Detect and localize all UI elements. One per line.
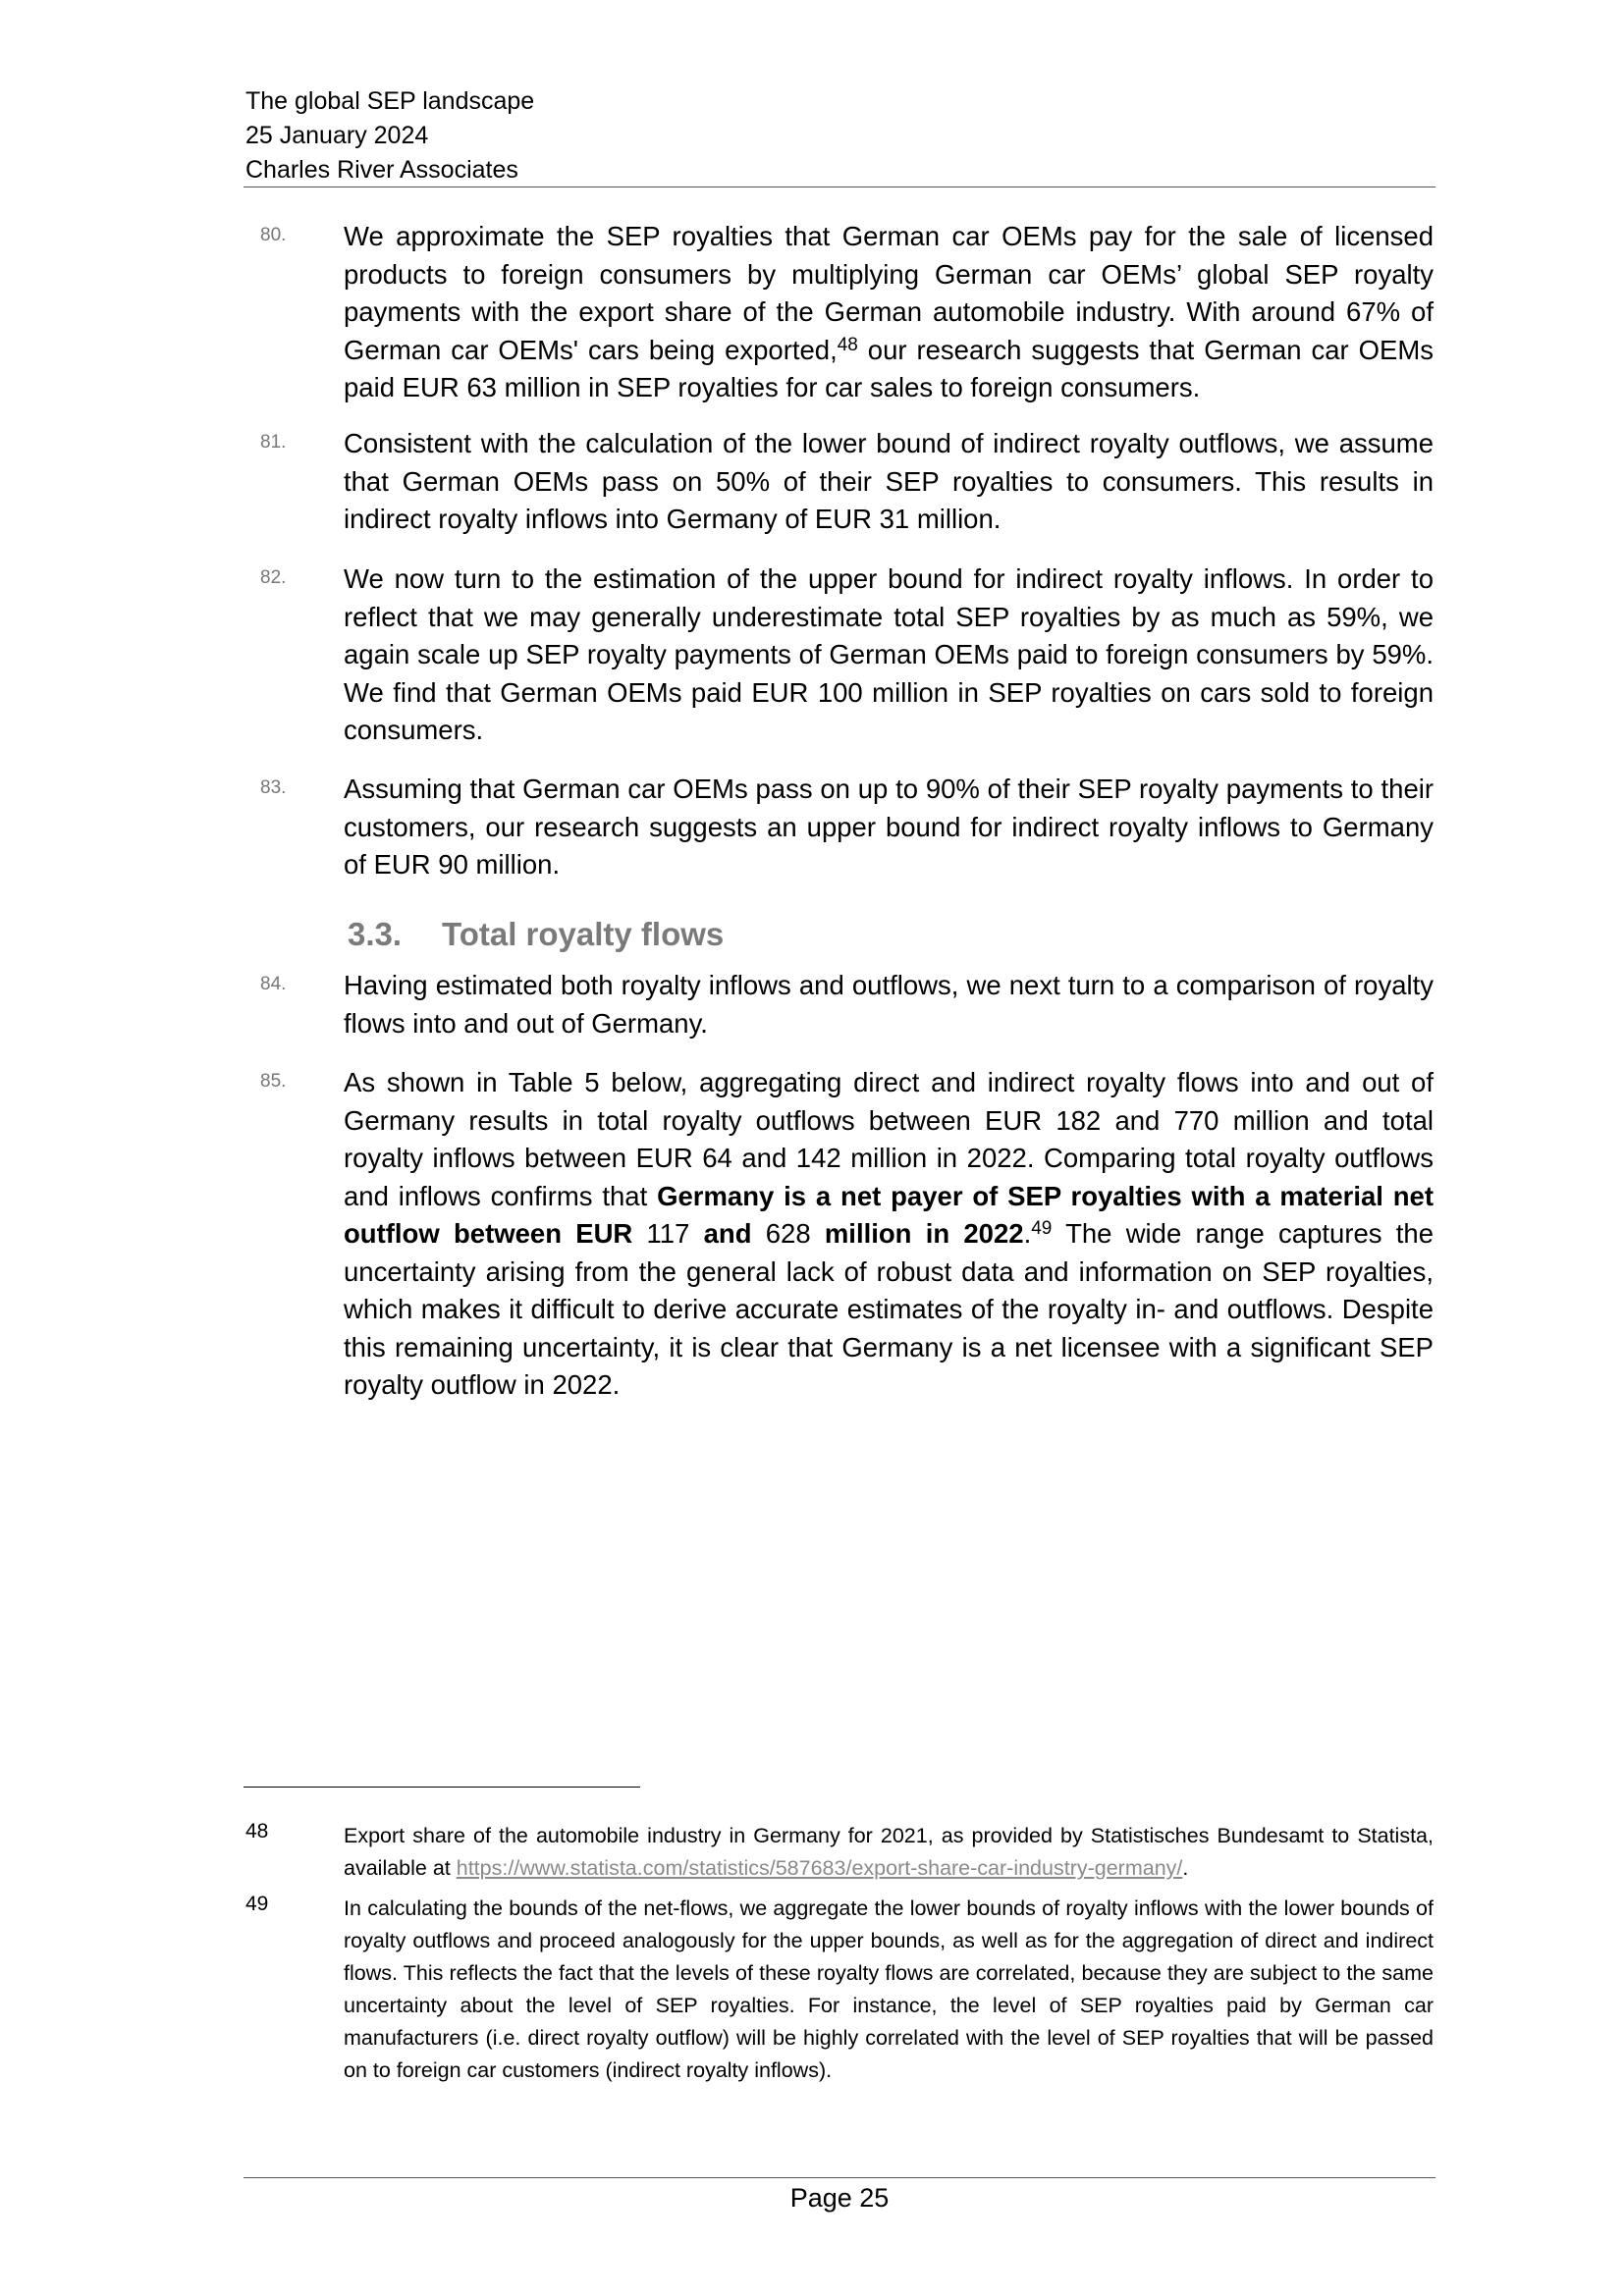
paragraph-number: 81.: [260, 432, 287, 453]
paragraph-text: Consistent with the calculation of the lower bound of indirect royalty outflows, we assume that German OEMs pass on 50% of their SEP royalties to consumers. This results in indirect royalty inflows into Germany of EUR 31 million.: [344, 428, 1434, 534]
footer-divider: [244, 2177, 1435, 2178]
emphasis-text: Germany is a net payer of SEP royalties with a material net outflow between EUR: [344, 1180, 1434, 1249]
header-author: Charles River Associates: [245, 156, 518, 184]
paragraph-number: 85.: [260, 1071, 287, 1092]
section-number: 3.3.: [348, 916, 403, 952]
footnote-ref-48[interactable]: 48: [837, 334, 858, 355]
paragraph-number: 83.: [260, 777, 287, 798]
paragraph-text-part: 117: [632, 1218, 704, 1249]
paragraph-number: 84.: [260, 974, 287, 994]
header-date: 25 January 2024: [245, 122, 429, 149]
footnote-ref-49[interactable]: 49: [1031, 1218, 1053, 1239]
section-title: Total royalty flows: [442, 916, 725, 952]
paragraph-text-part: 628: [751, 1218, 825, 1249]
footnote-text-part: .: [1182, 1856, 1189, 1880]
paragraph-text: [344, 1064, 1434, 1405]
footnote-text-part: Export share of the automobile industry in Germany for 2021, as provided by Statistisches Bundesamt to Statista, available at: [344, 1824, 1434, 1880]
footnote-text: In calculating the bounds of the net-flows, we aggregate the lower bounds of royalty inflows with the lower bounds of royalty outflows and proceed analogously for the upper bounds, as well as for the aggregation of direct and indirect flows. This reflects the fact that the levels of these royalty flows are correlated, because they are subject to the same uncertainty about the level of SEP royalties. For instance, the level of SEP royalties paid by German car manufacturers (i.e. direct royalty outflow) will be highly correlated with the level of SEP royalties that will be passed on to foreign car customers (indirect royalty inflows).: [344, 1896, 1434, 2082]
paragraph-text-part: We approximate the SEP royalties that German car OEMs pay for the sale of licensed products to foreign consumers by multiplying German car OEMs’ global SEP royalty payments with the export share of the German automobile industry. With around 67% of German car OEMs' cars being exported,: [344, 221, 1434, 365]
section-heading: [348, 916, 724, 953]
paragraph-text: Assuming that German car OEMs pass on up to 90% of their SEP royalty payments to their customers, our research suggests an upper bound for indirect royalty inflows to Germany of EUR 90 million.: [344, 774, 1434, 880]
paragraph-text-part: The wide range captures the uncertainty arising from the general lack of robust data and information on SEP royalties, which makes it difficult to derive accurate estimates of the royalty in- and outflows. Despite this remaining uncertainty, it is clear that Germany is a net licensee with a significant SEP royalty outflow in 2022.: [344, 1218, 1434, 1400]
paragraph-text-part: As shown in Table 5 below, aggregating direct and indirect royalty flows into and out of Germany results in total royalty outflows between EUR 182 and 770 million and total royalty inflows between EUR 64 and 142 million in 2022. Comparing total royalty outflows and inflows confirms that: [344, 1067, 1434, 1211]
footnote-separator: [244, 1787, 640, 1788]
footnote-text: [344, 1820, 1434, 1885]
statista-source-link[interactable]: https://www.statista.com/statistics/587683/export-share-car-industry-germany/: [456, 1856, 1183, 1880]
footnote-number: 48: [245, 1820, 269, 1842]
paragraph-text-part: .: [1023, 1218, 1032, 1249]
paragraph-text-part: our research suggests that German car OEMs paid EUR 63 million in SEP royalties for car sales to foreign consumers.: [344, 334, 1434, 402]
paragraph-text: Having estimated both royalty inflows and outflows, we next turn to a comparison of royalty flows into and out of Germany.: [344, 970, 1434, 1039]
paragraph-number: 82.: [260, 567, 287, 588]
header-report-title: The global SEP landscape: [245, 87, 535, 115]
paragraph-text: We now turn to the estimation of the upper bound for indirect royalty inflows. In order to reflect that we may generally underestimate total SEP royalties by as much as 59%, we again scale up SEP royalty payments of German OEMs paid to foreign consumers by 59%. We find that German OEMs paid EUR 100 million in SEP royalties on cars sold to foreign consumers.: [344, 563, 1434, 745]
running-header: [245, 84, 1434, 187]
page-number: Page 25: [789, 2183, 890, 2213]
emphasis-text: million in 2022: [824, 1218, 1024, 1249]
emphasis-text: and: [703, 1218, 752, 1249]
footnote-number: 49: [245, 1893, 269, 1915]
paragraph-text: [344, 218, 1434, 407]
paragraph-number: 80.: [260, 225, 287, 245]
